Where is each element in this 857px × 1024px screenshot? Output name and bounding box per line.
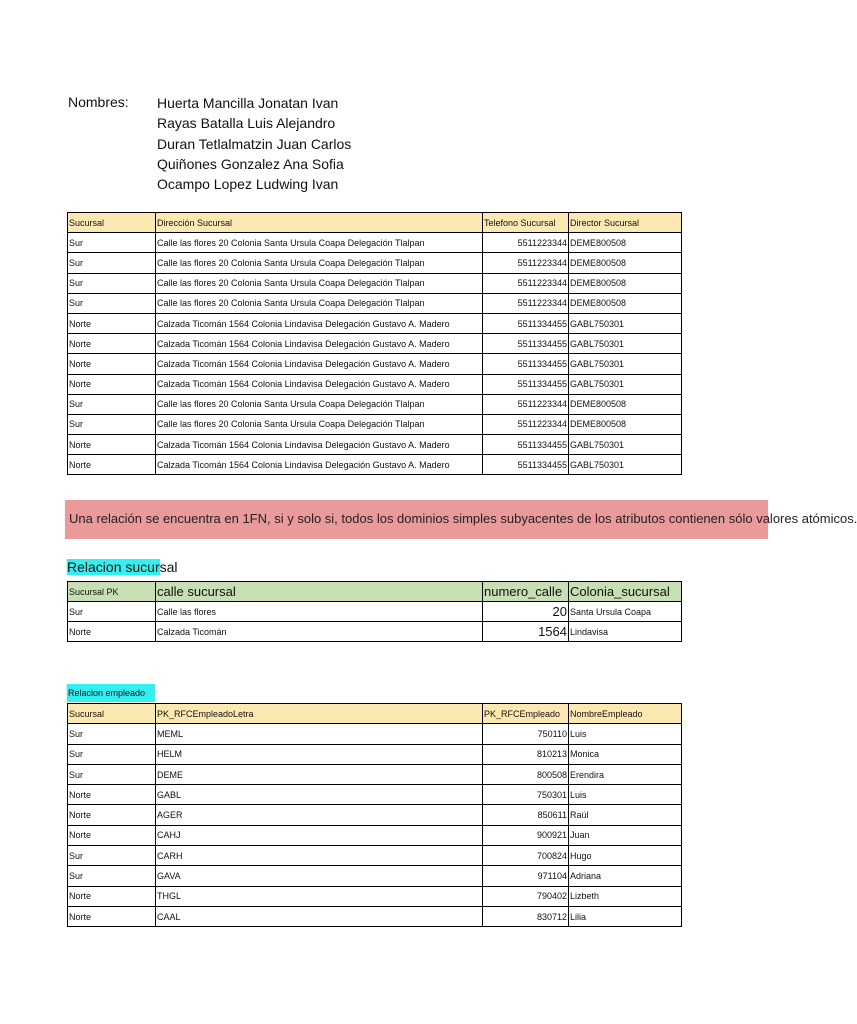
table-row — [68, 253, 682, 273]
table-cell: Calzada Ticomán 1564 Colonia Lindavisa Delegación Gustavo A. Madero — [156, 455, 483, 475]
table-cell: Erendira — [569, 764, 682, 784]
table-row — [68, 354, 682, 374]
table-row — [68, 805, 682, 825]
table-cell: Sur — [68, 724, 156, 744]
table-cell: CAAL — [156, 906, 483, 926]
table-row — [68, 293, 682, 313]
table-cell: Calzada Ticomán 1564 Colonia Lindavisa Delegación Gustavo A. Madero — [156, 374, 483, 394]
table-cell: Norte — [68, 374, 156, 394]
table-cell: GAVA — [156, 866, 483, 886]
table-row — [68, 273, 682, 293]
table-row — [68, 374, 682, 394]
table-cell: DEME800508 — [569, 394, 682, 414]
table-cell: AGER — [156, 805, 483, 825]
table-cell: 800508 — [483, 764, 569, 784]
table-row — [68, 622, 682, 642]
table-cell: DEME800508 — [569, 414, 682, 434]
relacion-empleado-table-body — [68, 724, 682, 927]
table-row — [68, 313, 682, 333]
table-cell: MEML — [156, 724, 483, 744]
table-row — [68, 334, 682, 354]
column-header: calle sucursal — [156, 582, 483, 602]
table-cell: Sur — [68, 394, 156, 414]
column-header: Sucursal — [68, 213, 156, 233]
table-cell: 900921 — [483, 825, 569, 845]
table-cell: Calle las flores — [156, 602, 483, 622]
table-cell: Calle las flores 20 Colonia Santa Ursula Coapa Delegación Tlalpan — [156, 394, 483, 414]
table-cell: Norte — [68, 906, 156, 926]
table-cell: Norte — [68, 805, 156, 825]
table-cell: THGL — [156, 886, 483, 906]
table-cell: Luis — [569, 785, 682, 805]
table-cell: Sur — [68, 293, 156, 313]
table-cell: Sur — [68, 764, 156, 784]
column-header: NombreEmpleado — [569, 704, 682, 724]
table-cell: 5511223344 — [483, 293, 569, 313]
table-cell: Lizbeth — [569, 886, 682, 906]
name-item: Huerta Mancilla Jonatan Ivan — [157, 95, 339, 111]
table-cell: Calle las flores 20 Colonia Santa Ursula Coapa Delegación Tlalpan — [156, 273, 483, 293]
name-item: Duran Tetlalmatzin Juan Carlos — [157, 135, 352, 152]
names-list — [157, 94, 417, 195]
table-cell: 750301 — [483, 785, 569, 805]
table-cell: GABL750301 — [569, 354, 682, 374]
table-cell: Santa Ursula Coapa — [569, 602, 682, 622]
table-cell: 5511334455 — [483, 455, 569, 475]
table-cell: Sur — [68, 602, 156, 622]
table-cell: 5511223344 — [483, 414, 569, 434]
column-header: Sucursal — [68, 704, 156, 724]
table-cell: 20 — [483, 602, 569, 622]
table-row — [68, 394, 682, 414]
table-cell: Norte — [68, 825, 156, 845]
names-label: Nombres: — [68, 94, 129, 110]
table-cell: 700824 — [483, 846, 569, 866]
table-row — [68, 906, 682, 926]
table-cell: 5511334455 — [483, 334, 569, 354]
column-header: Sucursal PK — [68, 582, 156, 602]
column-header: PK_RFCEmpleadoLetra — [156, 704, 483, 724]
table-cell: DEME — [156, 764, 483, 784]
table-cell: 5511334455 — [483, 354, 569, 374]
table-cell: Calle las flores 20 Colonia Santa Ursula Coapa Delegación Tlalpan — [156, 414, 483, 434]
column-header: Dirección Sucursal — [156, 213, 483, 233]
table-cell: Calzada Ticomán 1564 Colonia Lindavisa Delegación Gustavo A. Madero — [156, 313, 483, 333]
table-cell: Norte — [68, 785, 156, 805]
table-cell: Sur — [68, 846, 156, 866]
table-cell: 750110 — [483, 724, 569, 744]
table-cell: Calzada Ticomán — [156, 622, 483, 642]
table-cell: 971104 — [483, 866, 569, 886]
table-cell: Adriana — [569, 866, 682, 886]
relacion-sucursal-table — [67, 581, 682, 642]
relacion-sucursal-title — [67, 559, 178, 579]
table-cell: 850611 — [483, 805, 569, 825]
table-cell: 5511223344 — [483, 253, 569, 273]
table-cell: Sur — [68, 414, 156, 434]
table-cell: Calle las flores 20 Colonia Santa Ursula Coapa Delegación Tlalpan — [156, 233, 483, 253]
table-cell: GABL750301 — [569, 455, 682, 475]
table-cell: Lilia — [569, 906, 682, 926]
table-cell: HELM — [156, 744, 483, 764]
table-row — [68, 724, 682, 744]
table-cell: Calzada Ticomán 1564 Colonia Lindavisa Delegación Gustavo A. Madero — [156, 435, 483, 455]
table-header-row — [68, 213, 682, 233]
relacion-empleado-table — [67, 703, 682, 927]
table-cell: DEME800508 — [569, 253, 682, 273]
name-item: Ocampo Lopez Ludwing Ivan — [157, 176, 339, 193]
table-row — [68, 602, 682, 622]
table-row — [68, 886, 682, 906]
table-cell: 5511334455 — [483, 374, 569, 394]
table-cell: Juan — [569, 825, 682, 845]
column-header: Colonia_sucursal — [569, 582, 682, 602]
table-cell: Sur — [68, 273, 156, 293]
table-cell: 5511334455 — [483, 313, 569, 333]
table-cell: 1564 — [483, 622, 569, 642]
column-header: numero_calle — [483, 582, 569, 602]
relacion-empleado-title: Relacion empleado — [67, 684, 155, 702]
table-cell: GABL750301 — [569, 374, 682, 394]
table-cell: 790402 — [483, 886, 569, 906]
table-cell: Calzada Ticomán 1564 Colonia Lindavisa Delegación Gustavo A. Madero — [156, 354, 483, 374]
table-header-row — [68, 704, 682, 724]
definition-banner — [65, 500, 857, 539]
table-cell: GABL — [156, 785, 483, 805]
table-cell: Norte — [68, 886, 156, 906]
table-cell: Sur — [68, 253, 156, 273]
table-row — [68, 764, 682, 784]
table-cell: Norte — [68, 622, 156, 642]
table-cell: Norte — [68, 455, 156, 475]
table-cell: Hugo — [569, 846, 682, 866]
column-header: Telefono Sucursal — [483, 213, 569, 233]
table-cell: 5511223344 — [483, 233, 569, 253]
table-cell: Calle las flores 20 Colonia Santa Ursula Coapa Delegación Tlalpan — [156, 253, 483, 273]
table-cell: CAHJ — [156, 825, 483, 845]
table-header-row — [68, 582, 682, 602]
table-cell: 5511334455 — [483, 435, 569, 455]
table-row — [68, 846, 682, 866]
table-cell: CARH — [156, 846, 483, 866]
table-row — [68, 414, 682, 434]
table-row — [68, 825, 682, 845]
table-cell: Sur — [68, 866, 156, 886]
table-cell: Sur — [68, 233, 156, 253]
sucursal-table-body — [68, 233, 682, 475]
table-cell: GABL750301 — [569, 435, 682, 455]
column-header: PK_RFCEmpleado — [483, 704, 569, 724]
table-row — [68, 866, 682, 886]
name-item: Rayas Batalla Luis Alejandro — [157, 115, 336, 132]
table-cell: 810213 — [483, 744, 569, 764]
table-cell: 830712 — [483, 906, 569, 926]
banner-text: Una relación se encuentra en 1FN, si y solo si, todos los dominios simples subyacentes de los atributos contienen sólo valores atómicos. — [69, 511, 857, 526]
table-cell: Monica — [569, 744, 682, 764]
title-rest: sal — [159, 559, 178, 575]
table-cell: DEME800508 — [569, 233, 682, 253]
table-row — [68, 785, 682, 805]
table-cell: Calzada Ticomán 1564 Colonia Lindavisa Delegación Gustavo A. Madero — [156, 334, 483, 354]
table-cell: Norte — [68, 354, 156, 374]
table-cell: 5511223344 — [483, 273, 569, 293]
table-row — [68, 233, 682, 253]
sucursal-table — [67, 212, 682, 475]
table-cell: Norte — [68, 435, 156, 455]
table-cell: Norte — [68, 313, 156, 333]
table-cell: Raúl — [569, 805, 682, 825]
title-highlight: Relacion sucur — [67, 559, 160, 575]
table-cell: Lindavisa — [569, 622, 682, 642]
table-cell: Norte — [68, 334, 156, 354]
table-cell: DEME800508 — [569, 273, 682, 293]
table-cell: Calle las flores 20 Colonia Santa Ursula Coapa Delegación Tlalpan — [156, 293, 483, 313]
table-cell: 5511223344 — [483, 394, 569, 414]
name-item: Quiñones Gonzalez Ana Sofia — [157, 155, 344, 172]
table-row — [68, 455, 682, 475]
table-cell: Sur — [68, 744, 156, 764]
table-row — [68, 435, 682, 455]
table-cell: GABL750301 — [569, 313, 682, 333]
table-row — [68, 744, 682, 764]
table-cell: DEME800508 — [569, 293, 682, 313]
table-cell: GABL750301 — [569, 334, 682, 354]
column-header: Director Sucursal — [569, 213, 682, 233]
table-cell: Luis — [569, 724, 682, 744]
